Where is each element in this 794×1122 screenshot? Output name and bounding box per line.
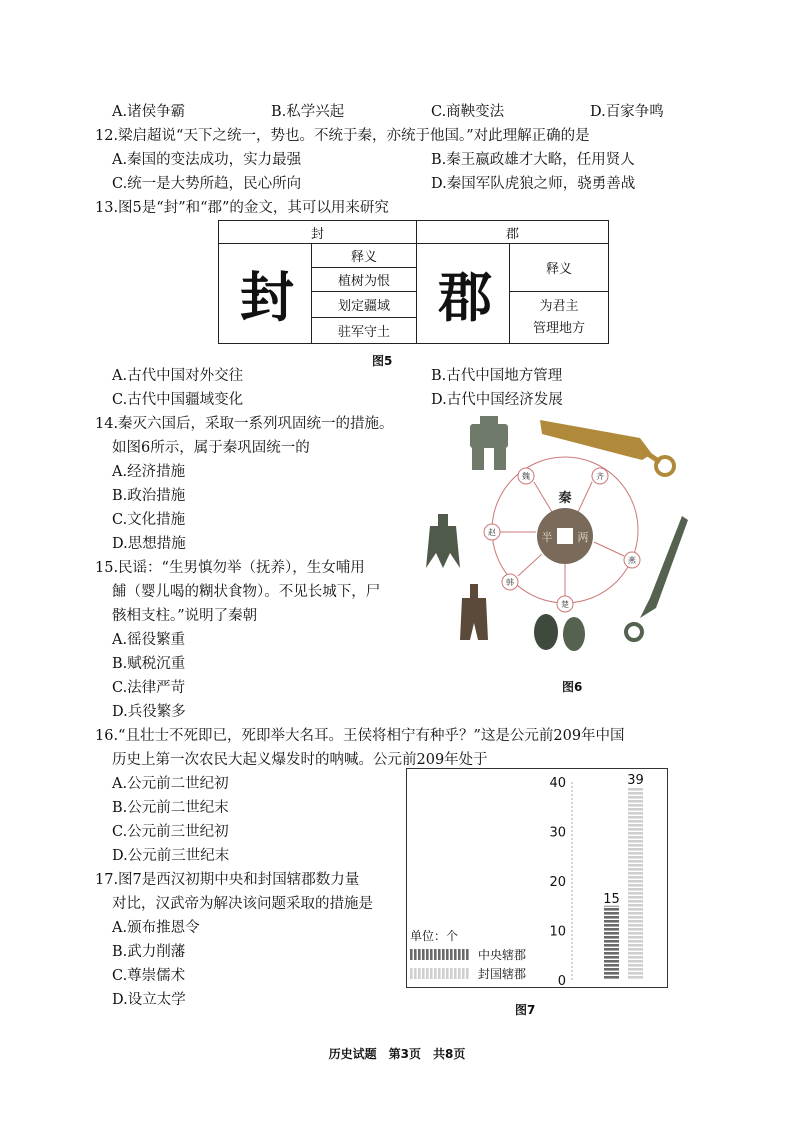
q16-option-b: B.公元前二世纪末 <box>112 800 229 816</box>
bar-fief <box>628 787 643 980</box>
bar-central-value-label: 15 <box>603 891 620 907</box>
svg-text:两: 两 <box>577 531 589 544</box>
y-tick-label: 40 <box>549 776 566 791</box>
q17-stem-line2: 对比，汉武帝为解决该问题采取的措施是 <box>112 896 373 912</box>
y-tick-label: 10 <box>549 924 566 940</box>
q13-option-d: D.古代中国经济发展 <box>431 392 563 408</box>
knife-coin-icon <box>540 420 674 475</box>
table-header-feng: 封 <box>219 221 417 244</box>
legend-central-label: 中央辖郡 <box>478 948 527 962</box>
q15-option-d: D.兵役繁多 <box>112 704 186 720</box>
state-yan-label: 燕 <box>628 556 636 565</box>
legend-fief-label: 封国辖郡 <box>478 967 527 981</box>
hollow-spade-coin-icon <box>460 584 488 640</box>
jun-meaning-value: 为君主 管理地方 <box>510 292 609 344</box>
q15-option-a: A.徭役繁重 <box>112 632 186 648</box>
q13-option-c: C.古代中国疆域变化 <box>112 392 244 408</box>
q15-stem-line1: 15.民谣：“生男慎勿举（抚养），生女哺用 <box>95 560 365 576</box>
feng-meaning-2: 划定疆域 <box>312 292 417 318</box>
q15-stem-line3: 骸相支柱。”说明了秦朝 <box>112 608 258 624</box>
spade-coin-icon <box>470 416 508 470</box>
jinwen-table <box>218 220 609 344</box>
long-knife-coin-icon <box>626 516 688 640</box>
q17-option-d: D.设立太学 <box>112 992 186 1008</box>
q13-option-b: B.古代中国地方管理 <box>431 368 563 384</box>
q17-option-a: A.颁布推恩令 <box>112 920 200 936</box>
q16-option-c: C.公元前三世纪初 <box>112 824 229 840</box>
q16-stem-line1: 16.“且壮士不死即已，死即举大名耳。王侯将相宁有种乎？”这是公元前209年中国 <box>95 728 625 744</box>
q11-option-d: D.百家争鸣 <box>590 104 664 120</box>
feng-meaning-3: 驻军守土 <box>312 318 417 344</box>
legend-fief <box>410 966 526 981</box>
glyph-feng: 封 <box>219 244 312 344</box>
q16-stem-line2: 历史上第一次农民大起义爆发时的呐喊。公元前209年处于 <box>112 752 488 768</box>
fig7-bar-chart <box>406 768 668 988</box>
q15-option-c: C.法律严苛 <box>112 680 186 696</box>
y-tick-label: 30 <box>549 825 566 841</box>
state-han-label: 韩 <box>506 578 514 587</box>
unit-label: 单位：个 <box>410 929 459 943</box>
fig6-currency-figure <box>420 408 695 678</box>
q12-option-d: D.秦国军队虎狼之师，骁勇善战 <box>431 176 636 192</box>
bar-central <box>604 906 619 980</box>
q11-option-c: C.商鞅变法 <box>431 104 505 120</box>
state-chu-label: 楚 <box>561 600 569 609</box>
q12-stem: 12.梁启超说“天下之统一，势也。不统于秦，亦统于他国。”对此理解正确的是 <box>95 128 590 144</box>
fig5-caption: 图5 <box>372 354 393 368</box>
q13-option-a: A.古代中国对外交往 <box>112 368 244 384</box>
q12-option-b: B.秦王嬴政雄才大略，任用贤人 <box>431 152 635 168</box>
q11-option-b: B.私学兴起 <box>271 104 345 120</box>
glyph-jun: 郡 <box>417 244 510 344</box>
state-qi-label: 齐 <box>596 472 604 481</box>
q14-stem-line1: 14.秦灭六国后，采取一系列巩固统一的措施。 <box>95 416 394 432</box>
state-wei-label: 魏 <box>522 472 530 481</box>
qin-label: 秦 <box>558 491 572 506</box>
q14-option-b: B.政治措施 <box>112 488 186 504</box>
q15-option-b: B.赋税沉重 <box>112 656 186 672</box>
fig6-caption: 图6 <box>562 680 583 694</box>
q17-stem-line1: 17.图7是西汉初期中央和封国辖郡数力量 <box>95 872 360 888</box>
pointed-spade-coin-icon <box>426 514 460 568</box>
bar-fief-value-label: 39 <box>627 772 644 788</box>
y-tick-label: 0 <box>557 974 566 988</box>
q14-stem-line2: 如图6所示，属于秦巩固统一的 <box>112 440 310 456</box>
table-header-jun: 郡 <box>417 221 609 244</box>
svg-text:半: 半 <box>541 531 553 544</box>
y-tick-label: 20 <box>549 875 566 890</box>
q12-option-a: A.秦国的变法成功，实力最强 <box>112 152 302 168</box>
q13-stem: 13.图5是“封”和“郡”的金文，其可以用来研究 <box>95 200 389 216</box>
page-footer: 历史试题 第3页 共8页 <box>328 1047 466 1061</box>
q16-option-d: D.公元前三世纪末 <box>112 848 230 864</box>
q14-option-c: C.文化措施 <box>112 512 186 528</box>
q14-option-d: D.思想措施 <box>112 536 186 552</box>
fig7-caption: 图7 <box>515 1003 536 1017</box>
ant-nose-coin-icon <box>534 614 585 651</box>
q14-option-a: A.经济措施 <box>112 464 186 480</box>
q16-option-a: A.公元前二世纪初 <box>112 776 229 792</box>
feng-meaning-label: 释义 <box>312 244 417 268</box>
feng-meaning-1: 植树为恨 <box>312 268 417 292</box>
state-zhao-label: 赵 <box>488 528 496 537</box>
legend-central <box>410 947 526 962</box>
q17-option-c: C.尊崇儒术 <box>112 968 186 984</box>
q15-stem-line2: 餔（婴儿喝的糊状食物）。不见长城下，尸 <box>112 584 381 600</box>
q12-option-c: C.统一是大势所趋，民心所向 <box>112 176 302 192</box>
jun-meaning-label: 释义 <box>510 244 609 292</box>
banliang-coin-icon <box>537 508 593 564</box>
q17-option-b: B.武力削藩 <box>112 944 186 960</box>
q11-option-a: A.诸侯争霸 <box>112 104 186 120</box>
